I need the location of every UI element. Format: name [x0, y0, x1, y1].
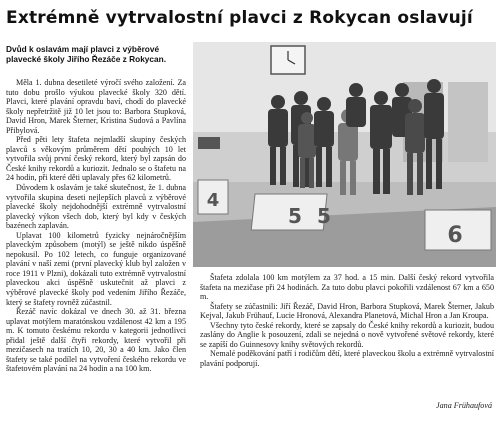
body-column-right	[200, 273, 494, 405]
body-paragraph: Měla 1. dubna desetileté výročí svého založení. Za tuto dobu prošlo výukou plavecké školy 320 dětí. Plavci, které plavání opravdu baví, chodí do plavecké školy nepřetržitě již 10 let jsou to: Barbora Stupková, David Hron, Marek Šterner, Kristina Sudová a Pavlína Přibylová.	[6, 78, 186, 135]
body-paragraph: Nemalé poděkování patří i rodičům dětí, které plaveckou školu a extrémně vytrvalostní plavání podporují.	[200, 349, 494, 368]
lead-paragraph: Dvůd k oslavám mají plavci z výběrové plavecké školy Jiřího Řezáče z Rokycan.	[6, 44, 167, 64]
starting-block-number: 5	[317, 204, 331, 228]
body-paragraph: Uplavat 100 kilometrů fyzicky nejnáročnějším plaveckým způsobem (motýl) se ještě nikdo úspěšně nepokusil. Po 102 letech, co funguje organizované plavání v naší zemi (první plavecký klub byl založen v roce 1911 v Plzni), dokázali tuto extrémně vytrvalostní plaveckou akci úspěšně uskutečnit až plavci z výběrové plavecké školy pod vedením Jiřího Řezáče, který se štafety rovněž zúčastnil.	[6, 230, 186, 307]
author-signature: Jana Frühaufová	[436, 401, 492, 410]
starting-block-number: 5	[288, 204, 302, 228]
body-paragraph: Štafety se zúčastnili: Jiří Řezáč, David Hron, Barbora Stupková, Marek Šterner, Jakub Kejval, Jakub Frühauf, Lucie Hronová, Alexandra Planetová, Michal Hron a Jan Kroupa.	[200, 301, 494, 321]
starting-block-number: 6	[447, 223, 463, 248]
wall-clock-icon	[271, 46, 305, 74]
team-photo	[193, 42, 496, 267]
body-paragraph: Před pěti lety štafeta nejmladší skupiny českých plavců s věkovým průměrem dětí pouhých 10 let vytvořila svůj první český rekord, který byl zapsán do České knihy rekordů a kuriozit. Jednalo se o štafetu na 24 hodin, při které děti uplavaly přes 62 kilometrů.	[6, 135, 186, 183]
body-paragraph: Řezáč navíc dokázal ve dnech 30. až 31. března uplavat motýlem maratónskou vzdálenost 42 km a 195 m. K tomuto českému rekordu v kategorii jednotlivci přidal ještě další čtyři rekordy, které vytvořil při mezičasech na tratích 10, 20, 30 a 40 km. Jako člen štafety se také podílel na vytvoření českého rekordu ve štafetovém plavání na 24 hodin a na 100 km.	[6, 307, 186, 374]
body-paragraph: Důvodem k oslavám je také skutečnost, že 1. dubna vytvořila skupina deseti nejlepších plavců z výběrové plavecké školy nejdohodnější extrémně vytrvalostní plavecký výkon všech dob, který byl kdy v českých bazénech zaplaván.	[6, 183, 186, 231]
body-column-left	[6, 78, 186, 418]
starting-block-number: 4	[206, 190, 220, 211]
headline: Extrémně vytrvalostní plavci z Rokycan oslavují	[6, 8, 473, 28]
body-paragraph: Štafeta zdolala 100 km motýlem za 37 hod. a 15 min. Další český rekord vytvořila štafeta na mezičase při 24 hodinách. Za tuto dobu plavci pokořili vzdálenost 67 km a 650 m.	[200, 273, 494, 302]
body-paragraph: Všechny tyto české rekordy, které se zapsaly do České knihy rekordů a kuriozit, budou zaslány do Anglie k posouzení, zdali se nejedná o nově vytvořené světové rekordy, které se zapíší do Guinnesovy knihy světových rekordů.	[200, 320, 494, 349]
